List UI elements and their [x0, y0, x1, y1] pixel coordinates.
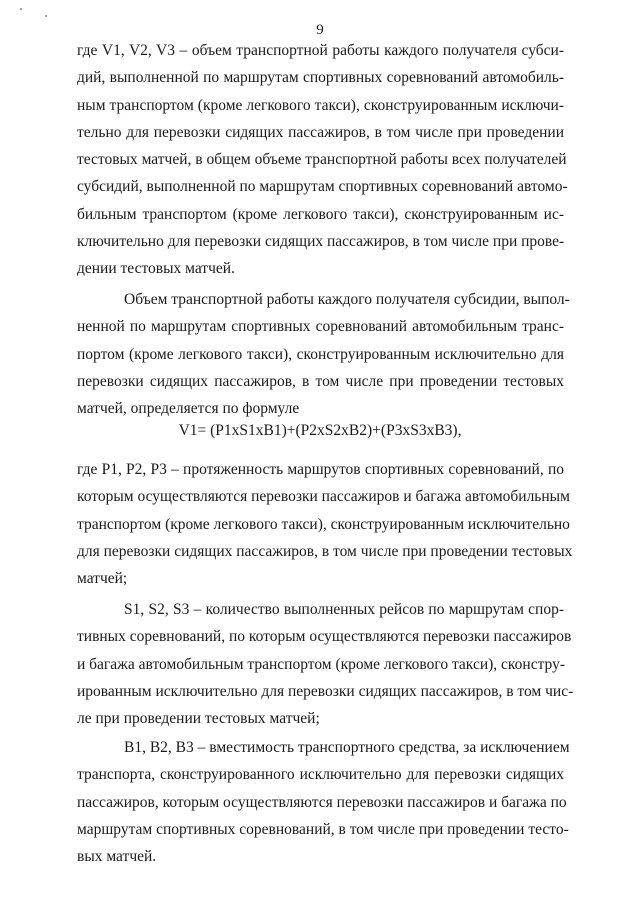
- text-line: бильным транспортом (кроме легкового такси), сконструированным ис-: [77, 205, 564, 223]
- text-line: и багажа автомобильным транспортом (кроме легкового такси), сконстру-: [77, 655, 566, 673]
- text-line: субсидий, выполненной по маршрутам спортивных соревнований автомо-: [77, 178, 568, 196]
- text-line: матчей, определяется по формуле: [77, 400, 300, 418]
- text-line: Объем транспортной работы каждого получателя субсидии, выпол-: [124, 291, 570, 308]
- text-line: дении тестовых матчей.: [77, 260, 235, 278]
- text-line: тельно для перевозки сидящих пассажиров, в том числе при проведении: [77, 123, 564, 141]
- text-line: ключительно для перевозки сидящих пассажиров, в том числе при прове-: [77, 233, 565, 251]
- text-line: тестовых матчей, в общем объеме транспортной работы всех получателей: [77, 151, 567, 169]
- text-line: ным транспортом (кроме легкового такси), сконструированным исключи-: [77, 96, 564, 114]
- text-line: дий, выполненной по маршрутам спортивных соревнований автомобиль-: [77, 69, 564, 87]
- paragraph-b-definition: [77, 734, 570, 870]
- paragraph-s-definition: [77, 596, 574, 732]
- paragraph-v-definition: [77, 37, 568, 283]
- text-line: тивных соревнований, по которым осуществляются перевозки пассажиров: [77, 628, 572, 646]
- text-line: ированным исключительно для перевозки сидящих пассажиров, в том чис-: [77, 682, 574, 700]
- text-line: S1, S2, S3 – количество выполненных рейсов по маршрутам спор-: [124, 601, 564, 618]
- text-line: B1, B2, B3 – вместимость транспортного средства, за исключением: [124, 739, 570, 756]
- text-line: где V1, V2, V3 – объем транспортной работы каждого получателя субси-: [77, 42, 564, 59]
- page-number: 9: [316, 22, 324, 38]
- scan-speck: [20, 8, 22, 10]
- text-line: матчей;: [77, 570, 128, 588]
- text-line: портом (кроме легкового такси), сконструированным исключительно для: [77, 345, 564, 363]
- text-line: перевозки сидящих пассажиров, в том числе при проведении тестовых: [77, 372, 564, 390]
- paragraph-p-definition: [77, 456, 573, 592]
- formula: V1= (P1xS1xB1)+(P2xS2xB2)+(P3xS3xB3),: [178, 422, 462, 439]
- text-line: где P1, P2, P3 – протяженность маршрутов спортивных соревнований, по: [77, 461, 564, 478]
- text-line: маршрутам спортивных соревнований, в том числе при проведении тесто-: [77, 820, 569, 838]
- text-line: ненной по маршрутам спортивных соревнований автомобильным транс-: [77, 318, 564, 336]
- text-line: для перевозки сидящих пассажиров, в том числе при проведении тестовых: [77, 542, 573, 560]
- text-line: транспортом (кроме легкового такси), сконструированным исключительно: [77, 515, 570, 533]
- text-line: транспорта, сконструированного исключительно для перевозки сидящих: [77, 766, 564, 784]
- text-line: пассажиров, которым осуществляются перевозки пассажиров и багажа по: [77, 793, 567, 811]
- text-line: которым осуществляются перевозки пассажиров и багажа автомобильным: [77, 488, 570, 506]
- text-line: вых матчей.: [77, 848, 157, 866]
- text-line: ле при проведении тестовых матчей;: [77, 710, 320, 728]
- scan-speck: [45, 15, 47, 17]
- paragraph-volume-formula-intro: [77, 286, 570, 422]
